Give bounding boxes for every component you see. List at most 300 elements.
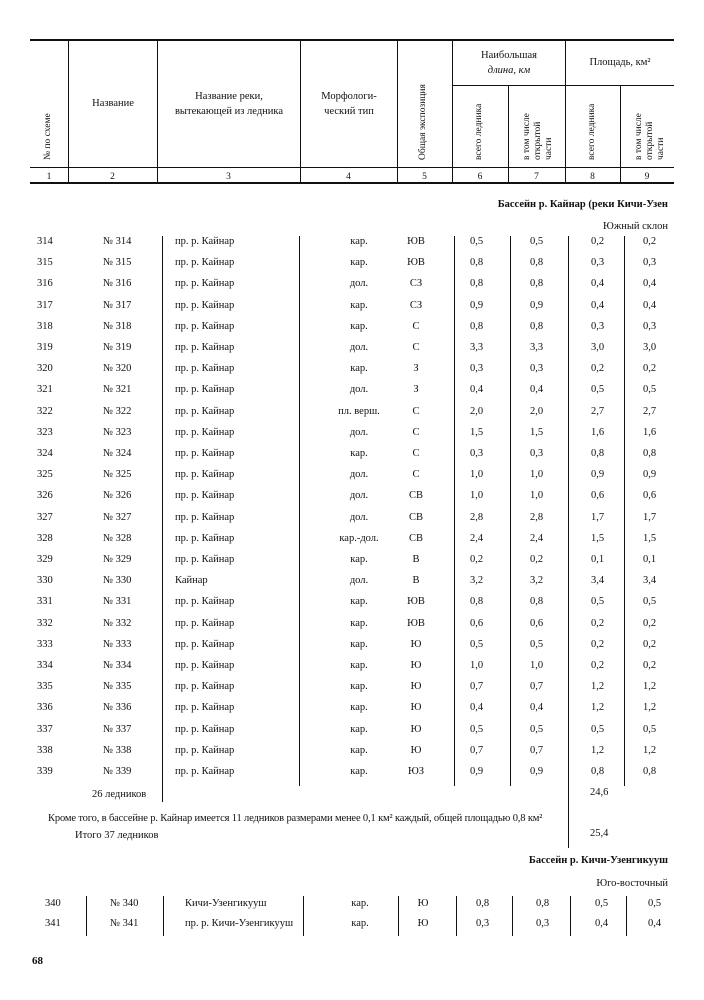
river-name: пр. р. Кайнар	[175, 744, 235, 756]
area-open: 1,2	[643, 744, 657, 756]
table-row	[0, 276, 704, 297]
length-open: 0,5	[530, 236, 544, 247]
area-total: 0,5	[591, 596, 605, 608]
exposure: ЮВ	[407, 617, 425, 629]
exposure: ЮВ	[407, 236, 425, 247]
table-row	[0, 679, 704, 700]
length-total: 0,8	[476, 898, 490, 909]
row-number: 321	[37, 384, 53, 396]
exposure: З	[413, 363, 419, 375]
header-col-number: № по схеме	[43, 113, 53, 160]
river-name: пр. р. Кайнар	[175, 532, 235, 544]
header-group-length: Наибольшая длина, км	[481, 50, 537, 76]
table-row	[0, 425, 704, 446]
glacier-name: № 316	[103, 278, 132, 290]
table-row	[0, 573, 704, 594]
morph-type: кар.	[350, 320, 368, 332]
morph-type: кар.	[351, 898, 369, 909]
length-open: 0,8	[530, 278, 544, 290]
table-row	[0, 722, 704, 743]
exposure: Ю	[410, 681, 422, 693]
area-total: 0,9	[591, 469, 605, 481]
glacier-name: № 315	[103, 257, 132, 269]
area-open: 2,7	[643, 405, 657, 417]
area-total: 0,2	[591, 660, 605, 671]
row-number: 332	[37, 617, 53, 629]
glacier-name: № 323	[103, 426, 132, 438]
river-name: пр. р. Кайнар	[175, 490, 235, 502]
area-total: 0,5	[591, 723, 605, 735]
table-row	[0, 531, 704, 552]
glacier-name: № 329	[103, 554, 132, 565]
length-total: 3,3	[470, 342, 484, 353]
river-name: пр. р. Кайнар	[175, 511, 235, 523]
row-number: 331	[37, 596, 53, 608]
morph-type: пл. верш.	[338, 405, 380, 417]
table-row	[0, 340, 704, 361]
area-open: 0,4	[648, 918, 662, 929]
row-number: 324	[37, 448, 53, 459]
area-total: 1,7	[591, 511, 605, 523]
length-open: 0,2	[530, 554, 544, 565]
river-name: пр. р. Кайнар	[175, 723, 235, 735]
col-number: 9	[644, 172, 650, 182]
col-number: 7	[534, 172, 539, 182]
table-row	[0, 298, 704, 319]
exposure: В	[412, 554, 420, 565]
row-number: 338	[37, 744, 53, 756]
row-number: 341	[45, 918, 61, 929]
area-total: 0,4	[591, 299, 605, 311]
table-row	[0, 916, 704, 937]
length-open: 0,6	[530, 617, 544, 629]
col-number: 3	[226, 172, 231, 182]
area-open: 1,7	[643, 511, 657, 523]
glacier-count-area: 24,6	[590, 787, 609, 798]
glacier-name: № 320	[103, 363, 132, 375]
length-total: 0,7	[470, 681, 484, 693]
morph-type: дол.	[349, 384, 369, 396]
area-open: 1,2	[643, 702, 657, 714]
area-total: 0,3	[591, 257, 605, 269]
table-row	[0, 446, 704, 467]
exposure: СВ	[408, 490, 423, 502]
area-total: 0,5	[595, 898, 609, 909]
row-number: 320	[37, 363, 53, 375]
river-name: Кичи-Узенгикууш	[185, 898, 267, 909]
river-name: пр. р. Кайнар	[175, 702, 235, 714]
glacier-name: № 333	[103, 638, 132, 650]
area-total: 1,2	[591, 744, 605, 756]
morph-type: кар.	[350, 744, 368, 756]
area-open: 3,4	[643, 575, 657, 587]
glacier-name: № 340	[110, 898, 139, 909]
basin-title: Бассейн р. Кайнар (реки Кичи-Узен	[497, 199, 668, 210]
exposure: С	[412, 469, 420, 481]
morph-type: кар.	[350, 554, 368, 565]
length-open: 2,8	[530, 511, 544, 523]
row-number: 337	[37, 723, 53, 735]
area-open: 1,2	[643, 681, 657, 693]
exposure: СВ	[408, 532, 423, 544]
area-open: 0,2	[643, 236, 657, 247]
table-row	[0, 896, 704, 917]
table-row	[0, 319, 704, 340]
glacier-name: № 330	[103, 575, 132, 587]
row-number: 323	[37, 426, 53, 438]
glacier-name: № 338	[103, 744, 132, 756]
row-number: 314	[37, 236, 53, 247]
table-row	[0, 382, 704, 403]
area-open: 0,2	[643, 660, 657, 671]
river-name: пр. р. Кайнар	[175, 236, 235, 247]
row-number: 335	[37, 681, 53, 693]
length-open: 0,7	[530, 744, 544, 756]
length-total: 0,5	[470, 236, 484, 247]
area-total: 0,5	[591, 384, 605, 396]
col-number: 4	[346, 172, 351, 182]
length-total: 0,9	[470, 766, 484, 777]
table-row	[0, 234, 704, 255]
length-open: 0,4	[530, 384, 544, 396]
length-open: 2,0	[530, 405, 544, 417]
table-row	[0, 467, 704, 488]
glacier-name: № 326	[103, 490, 132, 502]
area-open: 0,4	[643, 299, 657, 311]
exposure: Ю	[417, 918, 429, 929]
col-number: 8	[590, 172, 595, 182]
row-number: 326	[37, 490, 53, 502]
area-total: 0,2	[591, 236, 605, 247]
basin-title: Бассейн р. Кичи-Узенгикууш	[528, 855, 668, 866]
length-total: 3,2	[470, 575, 484, 587]
row-number: 325	[37, 469, 53, 481]
exposure: Ю	[410, 702, 422, 714]
table-row	[0, 616, 704, 637]
glacier-count: 26 ледников	[92, 789, 147, 800]
morph-type: кар.	[350, 766, 368, 777]
length-open: 0,8	[530, 596, 544, 608]
length-open: 0,8	[530, 257, 544, 269]
morph-type: кар.	[350, 363, 368, 375]
exposure: Ю	[410, 660, 422, 671]
river-name: пр. р. Кайнар	[175, 299, 235, 311]
length-open: 1,0	[530, 490, 544, 502]
area-total: 0,3	[591, 320, 605, 332]
river-name: пр. р. Кайнар	[175, 766, 235, 777]
exposure: Ю	[417, 898, 429, 909]
exposure: СЗ	[409, 278, 423, 290]
page-number: 68	[32, 955, 43, 967]
length-open: 3,2	[530, 575, 544, 587]
length-total: 1,0	[470, 490, 484, 502]
glacier-name: № 331	[103, 596, 132, 608]
table-row	[0, 637, 704, 658]
area-total: 1,5	[591, 532, 605, 544]
river-name: Кайнар	[175, 575, 208, 587]
length-total: 0,3	[470, 448, 484, 459]
area-total: 0,4	[591, 278, 605, 290]
area-total: 2,7	[591, 405, 605, 417]
area-total: 3,0	[591, 342, 605, 353]
morph-type: кар.	[350, 702, 368, 714]
col-number: 1	[46, 172, 52, 182]
row-number: 336	[37, 702, 53, 714]
header-col-exposure: Общая экспозиция	[418, 84, 428, 160]
morph-type: дол.	[349, 511, 369, 523]
glacier-name: № 336	[103, 702, 132, 714]
morph-type: кар.	[350, 723, 368, 735]
length-open: 0,8	[530, 320, 544, 332]
length-open: 0,3	[530, 363, 544, 375]
morph-type: дол.	[349, 469, 369, 481]
exposure: Ю	[410, 638, 422, 650]
exposure: С	[412, 320, 420, 332]
river-name: пр. р. Кичи-Узенгикууш	[185, 918, 294, 929]
length-total: 0,7	[470, 744, 484, 756]
header-col-area-open: в том числе открытой части	[634, 113, 666, 160]
area-open: 0,2	[643, 617, 657, 629]
morph-type: дол.	[349, 342, 369, 353]
length-open: 0,5	[530, 638, 544, 650]
area-total: 1,2	[591, 681, 605, 693]
area-total: 1,6	[591, 426, 605, 438]
row-number: 339	[37, 766, 53, 777]
length-total: 1,5	[470, 426, 484, 438]
row-number: 315	[37, 257, 53, 269]
river-name: пр. р. Кайнар	[175, 660, 235, 671]
exposure: С	[412, 342, 420, 353]
row-number: 318	[37, 320, 53, 332]
river-name: пр. р. Кайнар	[175, 320, 235, 332]
glacier-name: № 332	[103, 617, 132, 629]
length-open: 0,3	[530, 448, 544, 459]
exposure: С	[412, 448, 420, 459]
table-row	[0, 658, 704, 679]
length-total: 0,5	[470, 638, 484, 650]
length-open: 0,5	[530, 723, 544, 735]
morph-type: кар.	[350, 299, 368, 311]
glacier-name: № 318	[103, 320, 132, 332]
morph-type: кар.	[350, 257, 368, 269]
glacier-name: № 334	[103, 660, 132, 671]
table-row	[0, 510, 704, 531]
glacier-name: № 324	[103, 448, 132, 459]
length-total: 2,8	[470, 511, 484, 523]
length-open: 0,9	[530, 299, 544, 311]
glacier-name: № 322	[103, 405, 132, 417]
length-total: 0,2	[470, 554, 484, 565]
area-open: 0,9	[643, 469, 657, 481]
area-open: 0,5	[643, 384, 657, 396]
table-row	[0, 404, 704, 425]
row-number: 334	[37, 660, 53, 671]
river-name: пр. р. Кайнар	[175, 448, 235, 459]
exposure: С	[412, 426, 420, 438]
length-open: 2,4	[530, 532, 544, 544]
area-open: 0,1	[643, 554, 657, 565]
river-name: пр. р. Кайнар	[175, 681, 235, 693]
table-row	[0, 488, 704, 509]
morph-type: кар.	[350, 660, 368, 671]
length-open: 0,8	[536, 898, 550, 909]
area-total: 0,1	[591, 554, 605, 565]
area-total: 1,2	[591, 702, 605, 714]
river-name: пр. р. Кайнар	[175, 596, 235, 608]
area-total: 3,4	[591, 575, 605, 587]
length-total: 0,8	[470, 257, 484, 269]
row-number: 317	[37, 299, 53, 311]
river-name: пр. р. Кайнар	[175, 405, 235, 417]
area-total: 0,2	[591, 617, 605, 629]
row-number: 322	[37, 405, 53, 417]
glacier-name: № 339	[103, 766, 132, 777]
exposure: ЮЗ	[407, 766, 425, 777]
exposure: ЮВ	[407, 257, 425, 269]
row-number: 328	[37, 532, 53, 544]
length-total: 0,8	[470, 320, 484, 332]
slope-label: Южный склон	[603, 221, 668, 232]
glacier-name: № 341	[110, 918, 139, 929]
river-name: пр. р. Кайнар	[175, 554, 235, 565]
length-total: 0,3	[476, 918, 490, 929]
morph-type: кар.	[350, 617, 368, 629]
row-number: 316	[37, 278, 53, 290]
glacier-name: № 335	[103, 681, 132, 693]
length-open: 1,0	[530, 660, 544, 671]
glacier-name: № 325	[103, 469, 132, 481]
area-open: 0,8	[643, 766, 657, 777]
slope-label: Юго-восточный	[596, 878, 668, 889]
row-number: 327	[37, 511, 53, 523]
area-open: 0,3	[643, 320, 657, 332]
length-total: 0,4	[470, 702, 484, 714]
length-total: 0,8	[470, 278, 484, 290]
area-open: 0,6	[643, 490, 657, 502]
area-open: 0,3	[643, 257, 657, 269]
morph-type: кар.	[351, 918, 369, 929]
area-open: 1,5	[643, 532, 657, 544]
table-row	[0, 594, 704, 615]
morph-type: кар.-дол.	[339, 532, 379, 544]
morph-type: дол.	[349, 575, 369, 587]
morph-type: кар.	[350, 448, 368, 459]
area-open: 0,8	[643, 448, 657, 459]
area-open: 0,4	[643, 278, 657, 290]
glacier-name: № 321	[103, 384, 132, 396]
header-group-area: Площадь, км²	[589, 57, 651, 68]
table-row	[0, 700, 704, 721]
river-name: пр. р. Кайнар	[175, 469, 235, 481]
glacier-name: № 327	[103, 511, 132, 523]
length-total: 0,6	[470, 617, 484, 629]
length-total: 0,4	[470, 384, 484, 396]
length-total: 1,0	[470, 660, 484, 671]
length-total: 2,0	[470, 405, 484, 417]
river-name: пр. р. Кайнар	[175, 257, 235, 269]
glacier-name: № 328	[103, 532, 132, 544]
area-open: 0,2	[643, 363, 657, 375]
exposure: Ю	[410, 723, 422, 735]
glacier-name: № 314	[103, 236, 132, 247]
exposure: З	[413, 384, 419, 396]
col-number: 6	[477, 172, 483, 182]
exposure: В	[412, 575, 420, 587]
area-total: 0,2	[591, 363, 605, 375]
col-number: 5	[422, 172, 427, 182]
area-total: 0,8	[591, 448, 605, 459]
total-area: 25,4	[590, 828, 609, 839]
header-col-river: Название реки, вытекающей из ледника	[174, 91, 284, 117]
exposure: СВ	[408, 511, 423, 523]
morph-type: кар.	[350, 638, 368, 650]
length-total: 1,0	[470, 469, 484, 481]
river-name: пр. р. Кайнар	[175, 638, 235, 650]
area-total: 0,2	[591, 638, 605, 650]
table-row	[0, 255, 704, 276]
river-name: пр. р. Кайнар	[175, 278, 235, 290]
table-row	[0, 764, 704, 785]
header-col-type: Морфологи- ческий тип	[321, 91, 377, 117]
length-open: 1,5	[530, 426, 544, 438]
glacier-name: № 319	[103, 342, 132, 353]
exposure: СЗ	[409, 299, 423, 311]
header-col-length-total: всего ледника	[474, 103, 484, 160]
length-open: 0,7	[530, 681, 544, 693]
table-row	[0, 743, 704, 764]
exposure: С	[412, 405, 420, 417]
river-name: пр. р. Кайнар	[175, 342, 235, 353]
row-number: 333	[37, 638, 53, 650]
length-open: 3,3	[530, 342, 544, 353]
morph-type: кар.	[350, 596, 368, 608]
river-name: пр. р. Кайнар	[175, 363, 235, 375]
area-open: 0,2	[643, 638, 657, 650]
glacier-name: № 337	[103, 723, 132, 735]
area-total: 0,6	[591, 490, 605, 502]
note-text: Кроме того, в бассейне р. Кайнар имеется 11 ледников размерами менее 0,1 км² каждый, общей площадью 0,8 км²	[48, 813, 543, 824]
area-open: 3,0	[643, 342, 657, 353]
area-open: 1,6	[643, 426, 657, 438]
length-open: 0,4	[530, 702, 544, 714]
area-total: 0,8	[591, 766, 605, 777]
exposure: ЮВ	[407, 596, 425, 608]
length-total: 2,4	[470, 532, 484, 544]
col-number: 2	[110, 172, 115, 182]
row-number: 319	[37, 342, 53, 353]
area-open: 0,5	[643, 723, 657, 735]
morph-type: дол.	[349, 490, 369, 502]
glacier-name: № 317	[103, 299, 132, 311]
river-name: пр. р. Кайнар	[175, 617, 235, 629]
row-number: 330	[37, 575, 53, 587]
area-open: 0,5	[648, 898, 662, 909]
length-total: 0,8	[470, 596, 484, 608]
table-row	[0, 552, 704, 573]
header-col-name: Название	[92, 98, 134, 109]
total-label: Итого 37 ледников	[75, 830, 159, 841]
table-row	[0, 361, 704, 382]
area-open: 0,5	[643, 596, 657, 608]
morph-type: дол.	[349, 278, 369, 290]
morph-type: дол.	[349, 426, 369, 438]
morph-type: кар.	[350, 236, 368, 247]
exposure: Ю	[410, 744, 422, 756]
length-total: 0,9	[470, 299, 484, 311]
length-open: 1,0	[530, 469, 544, 481]
river-name: пр. р. Кайнар	[175, 384, 235, 396]
length-open: 0,9	[530, 766, 544, 777]
